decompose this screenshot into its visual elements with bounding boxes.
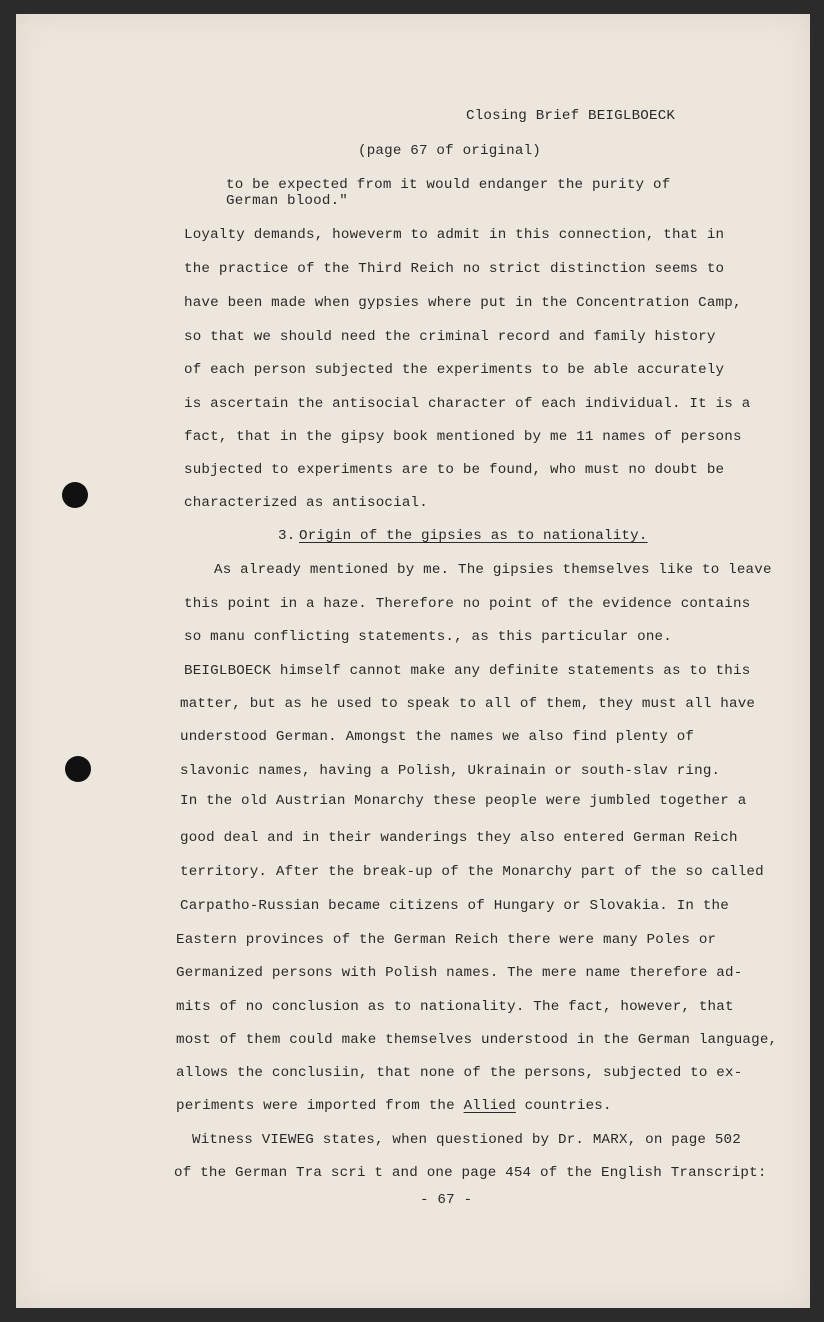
paragraph1-line: Loyalty demands, howeverm to admit in this connection, that in — [184, 227, 725, 243]
paragraph2-line: good deal and in their wanderings they also entered German Reich — [180, 830, 738, 846]
document-title: Closing Brief BEIGLBOECK — [466, 108, 676, 124]
paragraph2-line-start: periments were imported from the — [176, 1098, 455, 1114]
paragraph2-line: this point in a haze. Therefore no point of the evidence contains — [184, 596, 751, 612]
paragraph1-line: is ascertain the antisocial character of each individual. It is a — [184, 396, 751, 412]
paragraph2-line: slavonic names, having a Polish, Ukrainain or south-slav ring. — [180, 763, 721, 779]
witness-line: of the German Tra scri t and one page 454 of the English Transcript: — [174, 1165, 767, 1181]
paragraph1-line: so that we should need the criminal record and family history — [184, 329, 716, 345]
paragraph2-line: BEIGLBOECK himself cannot make any definite statements as to this — [184, 663, 751, 679]
paragraph2-line: As already mentioned by me. The gipsies themselves like to leave — [214, 562, 772, 578]
section-number: 3. — [278, 528, 296, 544]
quote-line: to be expected from it would endanger the purity of — [226, 177, 671, 193]
paragraph1-line: of each person subjected the experiments to be able accurately — [184, 362, 725, 378]
witness-line: Witness VIEWEG states, when questioned by Dr. MARX, on page 502 — [192, 1132, 741, 1148]
paragraph2-line: Eastern provinces of the German Reich there were many Poles or — [176, 932, 717, 948]
paragraph2-line: territory. After the break-up of the Monarchy part of the so called — [180, 864, 764, 880]
paragraph1-line: have been made when gypsies where put in the Concentration Camp, — [184, 295, 742, 311]
punch-hole-lower — [65, 756, 91, 782]
document-page — [16, 14, 810, 1308]
paragraph2-line: Carpatho-Russian became citizens of Hungary or Slovakia. In the — [180, 898, 729, 914]
paragraph2-line: In the old Austrian Monarchy these people were jumbled together a — [180, 793, 747, 809]
paragraph1-line: characterized as antisocial. — [184, 495, 428, 511]
paragraph2-line: matter, but as he used to speak to all of them, they must all have — [180, 696, 756, 712]
page-number: - 67 - — [420, 1192, 473, 1208]
original-page-reference: (page 67 of original) — [358, 143, 541, 159]
paragraph2-line: allows the conclusiin, that none of the persons, subjected to ex- — [176, 1065, 743, 1081]
paragraph1-line: subjected to experiments are to be found, who must no doubt be — [184, 462, 725, 478]
paragraph2-line: most of them could make themselves understood in the German language, — [176, 1032, 778, 1048]
paragraph2-line-last — [176, 1098, 612, 1114]
section-heading: Origin of the gipsies as to nationality. — [299, 528, 648, 544]
paragraph2-line: understood German. Amongst the names we also find plenty of — [180, 729, 695, 745]
paragraph1-line: fact, that in the gipsy book mentioned by me 11 names of persons — [184, 429, 742, 445]
punch-hole-upper — [62, 482, 88, 508]
paragraph2-line-end: countries. — [515, 1098, 612, 1114]
paragraph2-line: so manu conflicting statements., as this particular one. — [184, 629, 672, 645]
allied-word: Allied — [463, 1098, 516, 1114]
paragraph2-line: Germanized persons with Polish names. The mere name therefore ad- — [176, 965, 743, 981]
paragraph1-line: the practice of the Third Reich no strict distinction seems to — [184, 261, 725, 277]
paragraph2-line: mits of no conclusion as to nationality. The fact, however, that — [176, 999, 734, 1015]
quote-line: German blood." — [226, 193, 348, 209]
